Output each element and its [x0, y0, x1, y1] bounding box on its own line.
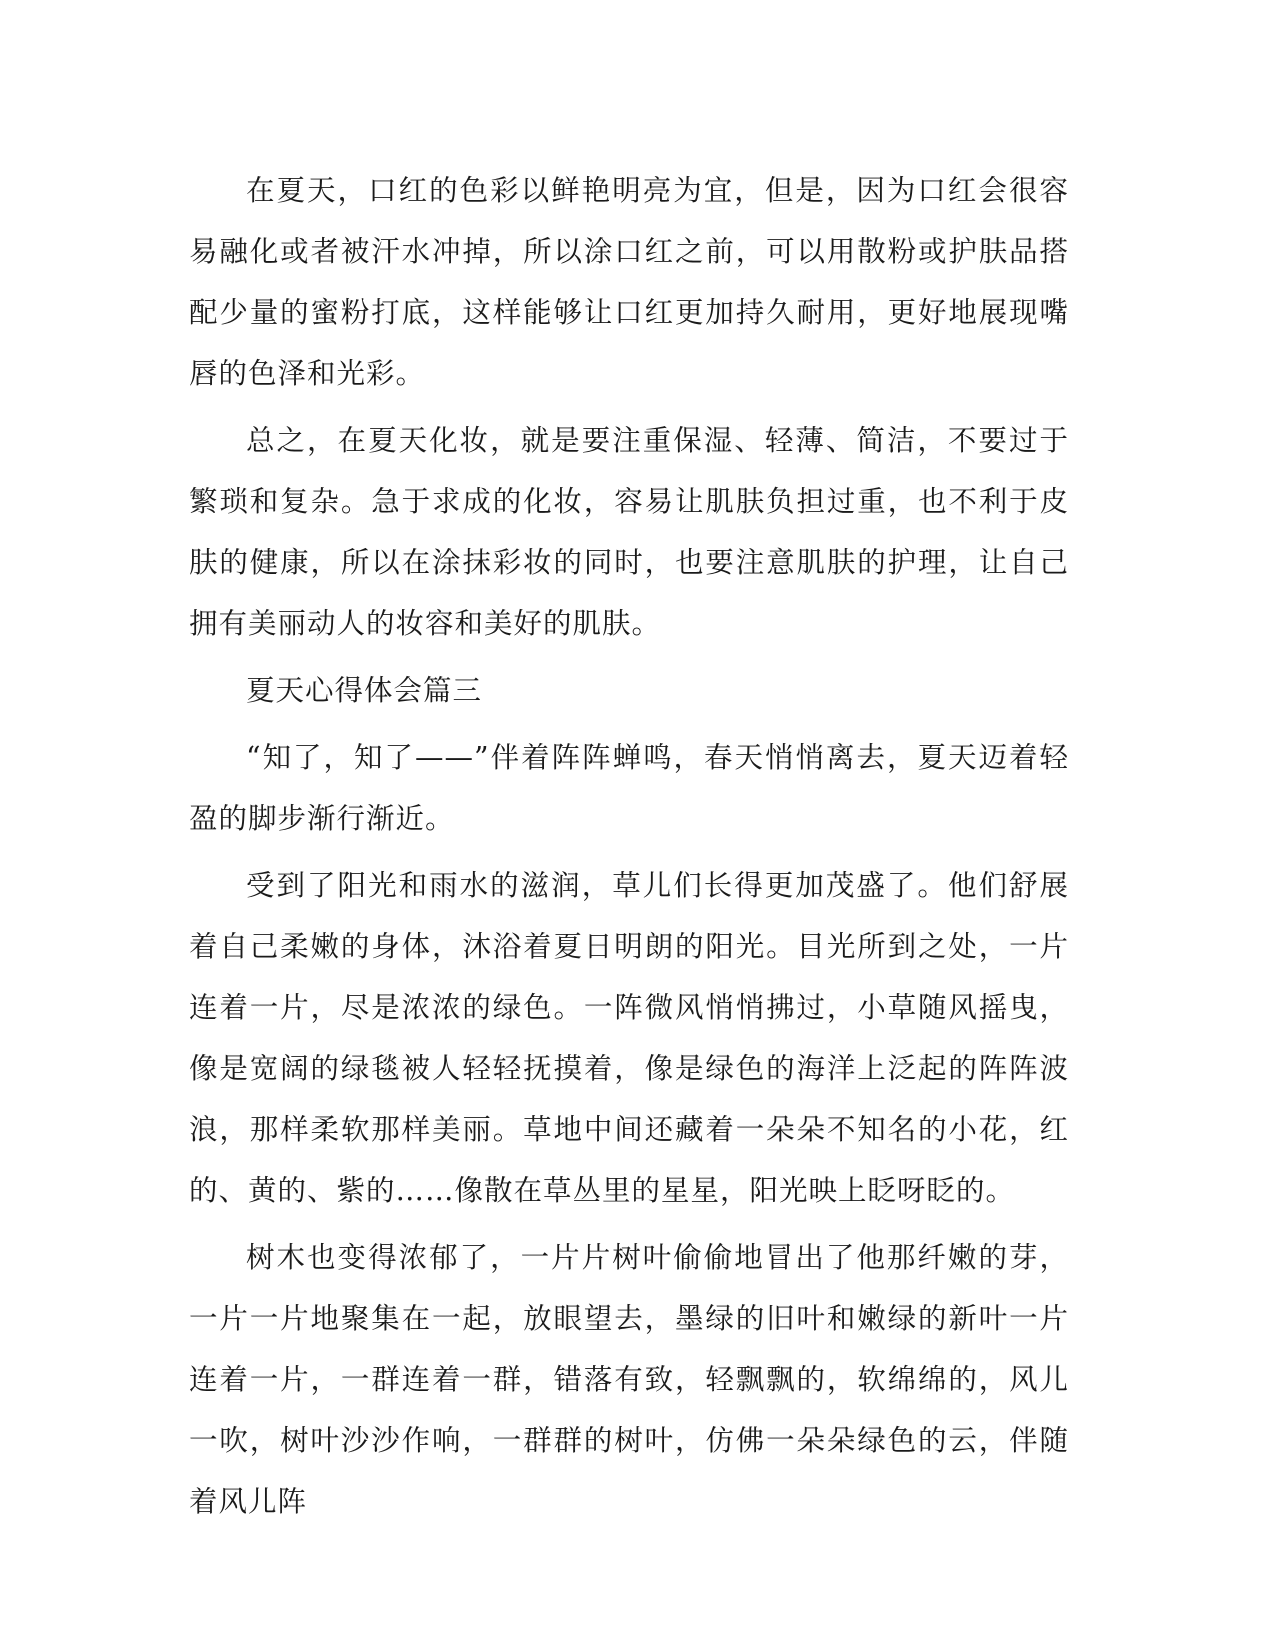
paragraph-lipstick: 在夏天，口红的色彩以鲜艳明亮为宜，但是，因为口红会很容易融化或者被汗水冲掉，所以涂口红之前，可以用散粉或护肤品搭配少量的蜜粉打底，这样能够让口红更加持久耐用，更好地展现嘴唇的色泽和光彩。: [189, 174, 1069, 390]
paragraph-cicada: “知了，知了——”伴着阵阵蝉鸣，春天悄悄离去，夏天迈着轻盈的脚步渐行渐近。: [189, 741, 1069, 835]
paragraph-summary: 总之，在夏天化妆，就是要注重保湿、轻薄、简洁，不要过于繁琐和复杂。急于求成的化妆，容易让肌肤负担过重，也不利于皮肤的健康，所以在涂抹彩妆的同时，也要注意肌肤的护理，让自己拥有美丽动人的妆容和美好的肌肤。: [189, 424, 1069, 640]
paragraph-grass: 受到了阳光和雨水的滋润，草儿们长得更加茂盛了。他们舒展着自己柔嫩的身体，沐浴着夏日明朗的阳光。目光所到之处，一片连着一片，尽是浓浓的绿色。一阵微风悄悄拂过，小草随风摇曳，像是宽阔的绿毯被人轻轻抚摸着，像是绿色的海洋上泛起的阵阵波浪，那样柔软那样美丽。草地中间还藏着一朵朵不知名的小花，红的、黄的、紫的……像散在草丛里的星星，阳光映上眨呀眨的。: [189, 869, 1069, 1207]
document-body: [189, 160, 1069, 1532]
paragraph-trees: 树木也变得浓郁了，一片片树叶偷偷地冒出了他那纤嫩的芽，一片一片地聚集在一起，放眼望去，墨绿的旧叶和嫩绿的新叶一片连着一片，一群连着一群，错落有致，轻飘飘的，软绵绵的，风儿一吹，树叶沙沙作响，一群群的树叶，仿佛一朵朵绿色的云，伴随着风儿阵: [189, 1241, 1069, 1518]
section-title: 夏天心得体会篇三: [246, 674, 483, 707]
